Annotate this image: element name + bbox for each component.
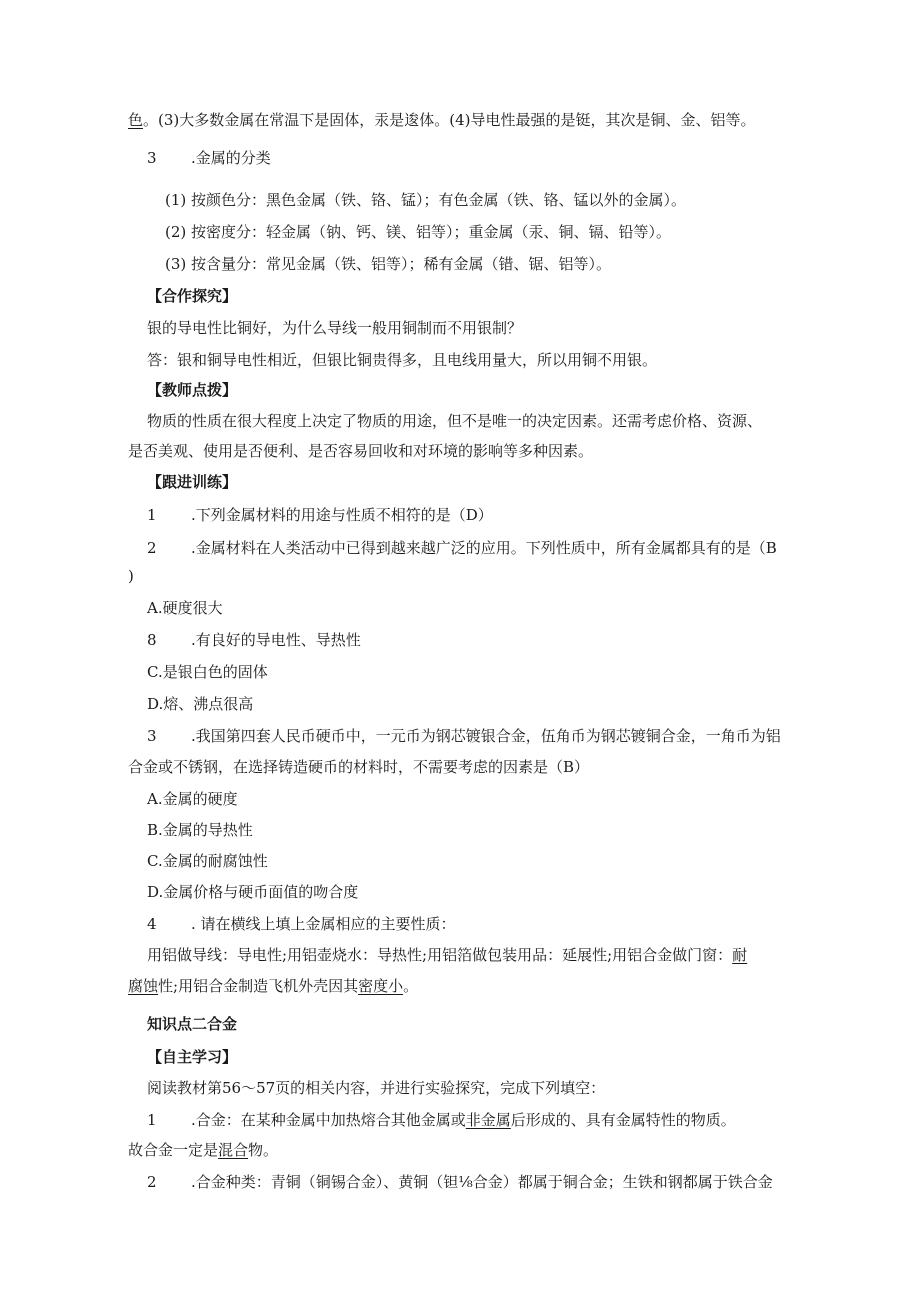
option: A.金属的硬度 — [147, 790, 238, 808]
text-line: 色。(3)大多数金属在常温下是固体，汞是逡体。(4)导电性最强的是铤，其次是铜、金、铝等。 — [128, 111, 756, 129]
list-item: (3) 按含量分：常见金属（铁、铝等）；稀有金属（错、锯、铝等）。 — [165, 255, 612, 273]
option: D.熔、沸点很高 — [147, 695, 254, 713]
underlined-answer: 色 — [128, 111, 144, 129]
option: C.金属的耐腐蚀性 — [147, 852, 268, 870]
text-line: 阅读教材第56～57页的相关内容，并进行实验探究，完成下列填空： — [147, 1079, 606, 1097]
underlined-answer: 非金属 — [465, 1111, 511, 1129]
text-line: 银的导电性比铜好，为什么导线一般用铜制而不用银制？ — [147, 319, 523, 337]
question: 3 .我国第四套人民币硬币中，一元币为钢芯镀银合金，伍角币为钢芯镀铜合金，一角币为铝 — [147, 727, 781, 745]
underlined-answer: 混合 — [218, 1141, 249, 1159]
text-line: ) — [128, 567, 134, 585]
section-heading: 【教师点拨】 — [147, 381, 238, 399]
text-line: 物质的性质在很大程度上决定了物质的用途，但不是唯一的决定因素。还需考虑价格、资源、 — [147, 412, 763, 430]
option: D.金属价格与硬币面值的吻合度 — [147, 883, 359, 901]
section-heading: 知识点二合金 — [147, 1015, 238, 1033]
option: C.是银白色的固体 — [147, 663, 268, 681]
text-line: 用铝做导线：导电性;用铝壶烧水：导热性;用铝箔做包装用品：延展性;用铝合金做门窗：耐 — [147, 946, 748, 964]
text-line: 腐蚀性;用铝合金制造飞机外壳因其密度小。 — [128, 977, 419, 995]
list-item: (2) 按密度分：轻金属（钠、钙、镁、铝等）；重金属（汞、铜、镉、铅等）。 — [165, 223, 672, 241]
text-line: 故合金一定是混合物。 — [128, 1141, 279, 1159]
underlined-answer: 耐 — [732, 946, 748, 964]
text-line: 1 .合金：在某种金属中加热熔合其他金属或非金属后形成的、具有金属特性的物质。 — [147, 1111, 736, 1129]
question: 4 . 请在横线上填上金属相应的主要性质： — [147, 915, 456, 933]
text-line: 合金或不锈钢，在选择铸造硬币的材料时，不需要考虑的因素是（B） — [128, 758, 590, 776]
section-heading: 【自主学习】 — [147, 1048, 238, 1066]
section-heading: 3 .金属的分类 — [147, 149, 271, 167]
question: 1 .下列金属材料的用途与性质不相符的是（D） — [147, 506, 493, 524]
text-line: 答：银和铜导电性相近，但银比铜贵得多，且电线用量大，所以用铜不用银。 — [147, 351, 658, 369]
option: A.硬度很大 — [147, 599, 223, 617]
section-heading: 【跟进训练】 — [147, 473, 238, 491]
list-item: (1) 按颜色分：黑色金属（铁、铬、锰）；有色金属（铁、铬、锰以外的金属）。 — [165, 191, 687, 209]
section-heading: 【合作探究】 — [147, 287, 238, 305]
option: B.金属的导热性 — [147, 821, 253, 839]
text-line: 是否美观、使用是否便利、是否容易回收和对环境的影响等多种因素。 — [128, 442, 594, 460]
underlined-answer: 腐蚀 — [128, 977, 159, 995]
question: 2 .金属材料在人类活动中已得到越来越广泛的应用。下列性质中，所有金属都具有的是（B — [147, 539, 777, 557]
option: 8 .有良好的导电性、导热性 — [147, 631, 361, 649]
text-line: 2 .合金种类：青铜（铜锡合金）、黄铜（钽⅛合金）都属于铜合金；生铁和钢都属于铁合金 — [147, 1173, 773, 1191]
underlined-answer: 密度小 — [358, 977, 404, 995]
